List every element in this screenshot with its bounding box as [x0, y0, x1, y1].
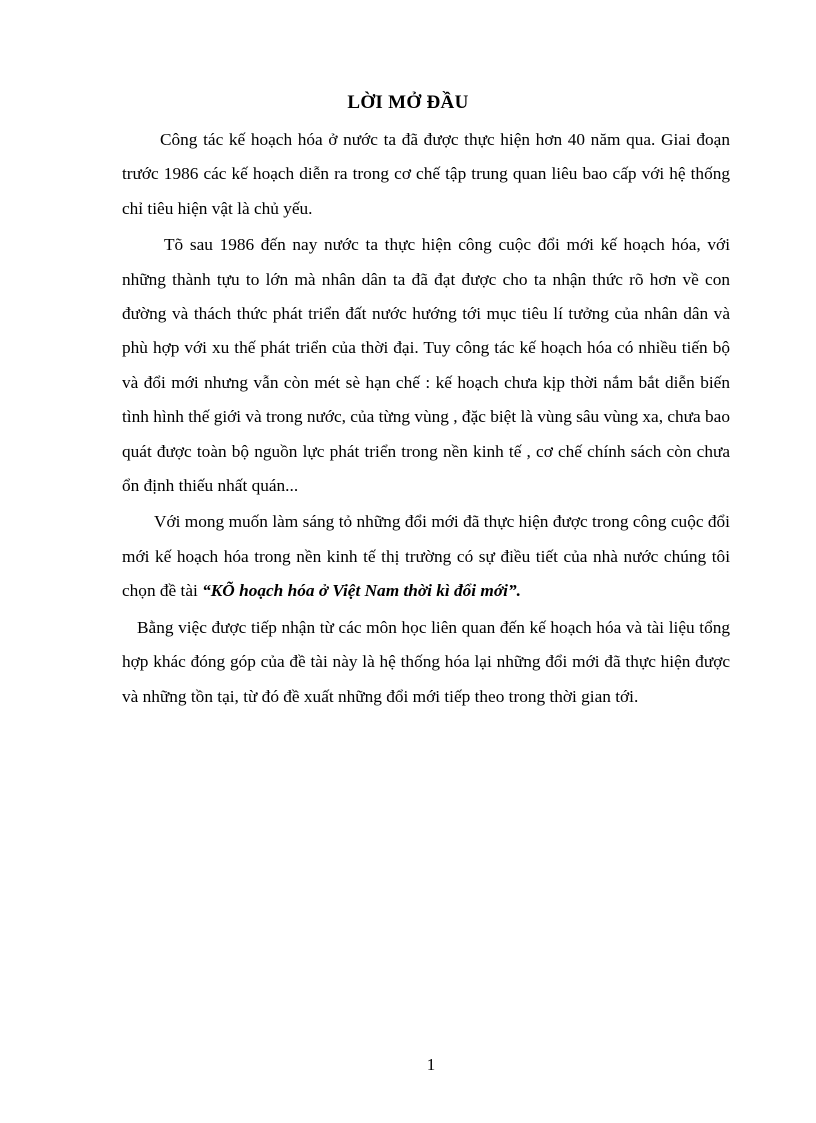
topic-title: “KÕ hoạch hóa ở Việt Nam thời kì đổi mới”	[202, 581, 517, 601]
paragraph-purpose-text: Với mong muốn làm sáng tỏ những đổi mới đã thực hiện được trong công cuộc đổi mới kế hoạch hóa trong nền kinh tế thị trường có sự điều tiết của nhà nước chúng tôi chọn đề tài	[122, 512, 730, 601]
paragraph-since-1986: Tõ sau 1986 đến nay nước ta thực hiện công cuộc đổi mới kế hoạch hóa, với những thành tựu to lớn mà nhân dân ta đã đạt được cho ta nhận thức rõ hơn về con đường và thách thức phát triển đất nước hướng tới mục tiêu lí tưởng của nhân dân và phù hợp với xu thế phát triển của thời đại. Tuy công tác kế hoạch hóa có nhiều tiến bộ và đổi mới nhưng vẫn còn mét sè hạn chế : kế hoạch chưa kịp thời nắm bắt diễn biến tình hình thế giới và trong nước, của từng vùng , đặc biệt là vùng sâu vùng xa, chưa bao quát được toàn bộ nguồn lực phát triển trong nền kinh tế , cơ chế chính sách còn chưa ổn định thiếu nhất quán...	[122, 235, 730, 496]
topic-title-period: .	[516, 581, 521, 601]
paragraph-intro: Công tác kế hoạch hóa ở nước ta đã được thực hiện hơn 40 năm qua. Giai đoạn trước 1986 các kế hoạch diễn ra trong cơ chế tập trung quan liêu bao cấp với hệ thống chỉ tiêu hiện vật là chủ yếu.	[122, 130, 730, 218]
page-number: 1	[426, 1055, 436, 1074]
paragraph-method: Bằng việc được tiếp nhận từ các môn học liên quan đến kế hoạch hóa và tài liệu tổng hợp khác đóng góp của đề tài này là hệ thống hóa lại những đổi mới đã thực hiện được và những tồn tại, từ đó đề xuất những đổi mới tiếp theo trong thời gian tới.	[122, 617, 730, 706]
page-title: LỜI MỞ ĐẦU	[347, 92, 469, 113]
paragraph-purpose	[122, 505, 730, 608]
body-text	[122, 123, 730, 714]
